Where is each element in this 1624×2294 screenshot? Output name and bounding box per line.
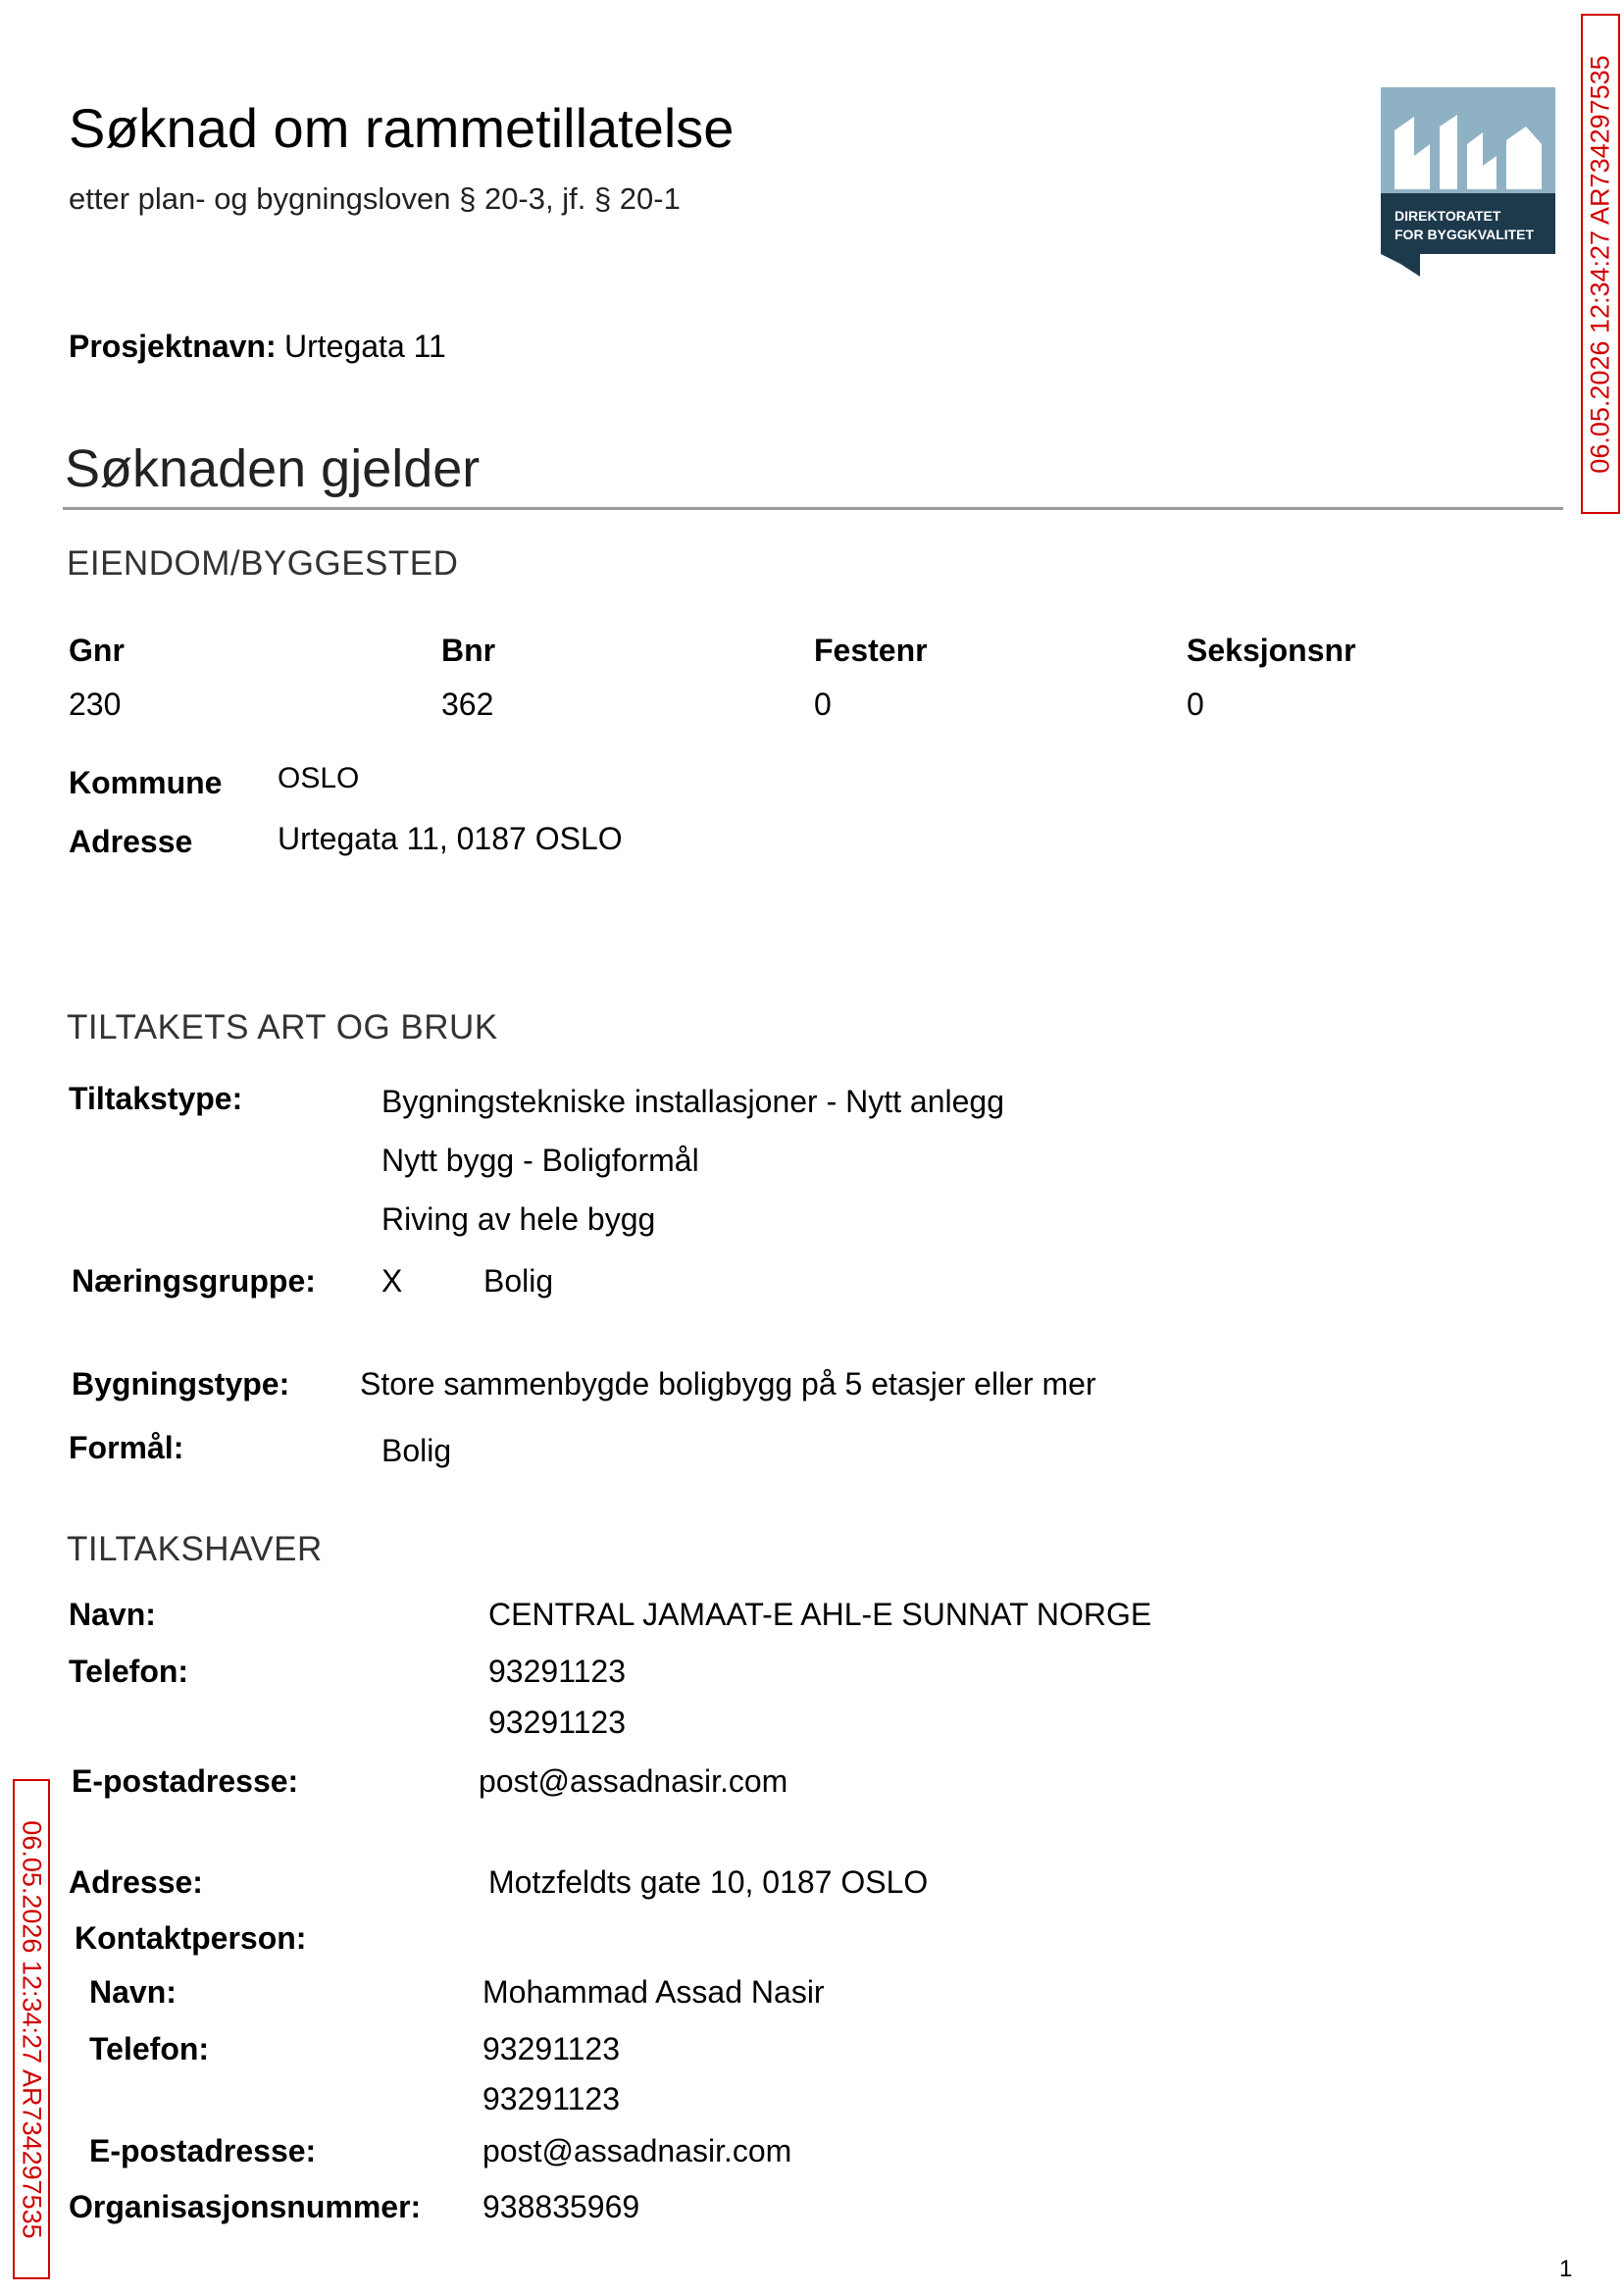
kommune-value: OSLO [278, 762, 360, 794]
section-divider [63, 507, 1563, 510]
kommune-label: Kommune [69, 765, 223, 800]
owner-navn-value: CENTRAL JAMAAT-E AHL-E SUNNAT NORGE [488, 1597, 1152, 1632]
owner-adresse-value: Motzfeldts gate 10, 0187 OSLO [488, 1864, 929, 1900]
tiltakstype-label: Tiltakstype: [69, 1081, 243, 1116]
seksjonsnr-label: Seksjonsnr [1187, 633, 1356, 668]
project-name-value: Urtegata 11 [284, 329, 446, 364]
festenr-value: 0 [814, 687, 832, 722]
contact-telefon-label: Telefon: [89, 2031, 210, 2066]
owner-heading: TILTAKSHAVER [67, 1530, 323, 1568]
dibk-logo [1381, 87, 1555, 277]
contact-epost-label: E-postadresse: [89, 2133, 317, 2168]
seksjonsnr-value: 0 [1187, 687, 1204, 722]
contact-telefon-2: 93291123 [482, 2081, 620, 2116]
owner-epost-label: E-postadresse: [72, 1763, 299, 1799]
orgnr-value: 938835969 [482, 2189, 640, 2224]
bnr-value: 362 [441, 687, 494, 722]
naeringsgruppe-value: Bolig [483, 1263, 554, 1299]
stamp-text-top: 06.05.2026 12:34:27 AR734297535 [1585, 54, 1615, 474]
document-subtitle: etter plan- og bygningsloven § 20-3, jf. § 20-1 [69, 181, 681, 216]
tiltakstype-item-3: Riving av hele bygg [381, 1201, 656, 1237]
section-title: Søknaden gjelder [65, 439, 481, 498]
contact-navn-label: Navn: [89, 1974, 177, 2010]
festenr-label: Festenr [814, 633, 928, 668]
logo-text-line-2: FOR BYGGKVALITET [1395, 227, 1535, 242]
adresse-label: Adresse [69, 824, 193, 859]
tiltakstype-item-1: Bygningstekniske installasjoner - Nytt anlegg [381, 1084, 1004, 1119]
naeringsgruppe-label: Næringsgruppe: [72, 1263, 316, 1299]
tiltakstype-item-2: Nytt bygg - Boligformål [381, 1143, 699, 1178]
bygningstype-label: Bygningstype: [72, 1366, 290, 1402]
owner-telefon-label: Telefon: [69, 1654, 189, 1689]
property-heading: EIENDOM/BYGGESTED [67, 544, 459, 583]
gnr-value: 230 [69, 687, 122, 722]
document-stamp-bottom [13, 1779, 50, 2279]
owner-adresse-label: Adresse: [69, 1864, 203, 1900]
owner-navn-label: Navn: [69, 1597, 156, 1632]
contact-telefon-1: 93291123 [482, 2031, 620, 2066]
contact-epost-value: post@assadnasir.com [482, 2133, 792, 2168]
owner-epost-value: post@assadnasir.com [479, 1763, 788, 1799]
orgnr-label: Organisasjonsnummer: [69, 2189, 422, 2224]
document-stamp-top [1581, 14, 1620, 514]
formaal-label: Formål: [69, 1430, 184, 1465]
stamp-text-bottom: 06.05.2026 12:34:27 AR734297535 [17, 1819, 47, 2239]
logo-text-line-1: DIREKTORATET [1395, 208, 1501, 224]
bnr-label: Bnr [441, 633, 496, 668]
owner-telefon-1: 93291123 [488, 1654, 626, 1689]
project-name-label: Prosjektnavn: [69, 329, 277, 364]
owner-telefon-2: 93291123 [488, 1705, 626, 1740]
bygningstype-value: Store sammenbygde boligbygg på 5 etasjer eller mer [360, 1366, 1096, 1402]
document-title: Søknad om rammetillatelse [69, 97, 735, 159]
naeringsgruppe-code: X [381, 1263, 403, 1299]
measure-heading: TILTAKETS ART OG BRUK [67, 1008, 498, 1046]
contact-navn-value: Mohammad Assad Nasir [482, 1974, 825, 2010]
formaal-value: Bolig [381, 1433, 452, 1468]
contact-person-label: Kontaktperson: [75, 1920, 307, 1956]
page-number: 1 [1559, 2256, 1573, 2282]
gnr-label: Gnr [69, 633, 125, 668]
adresse-value: Urtegata 11, 0187 OSLO [278, 821, 623, 856]
